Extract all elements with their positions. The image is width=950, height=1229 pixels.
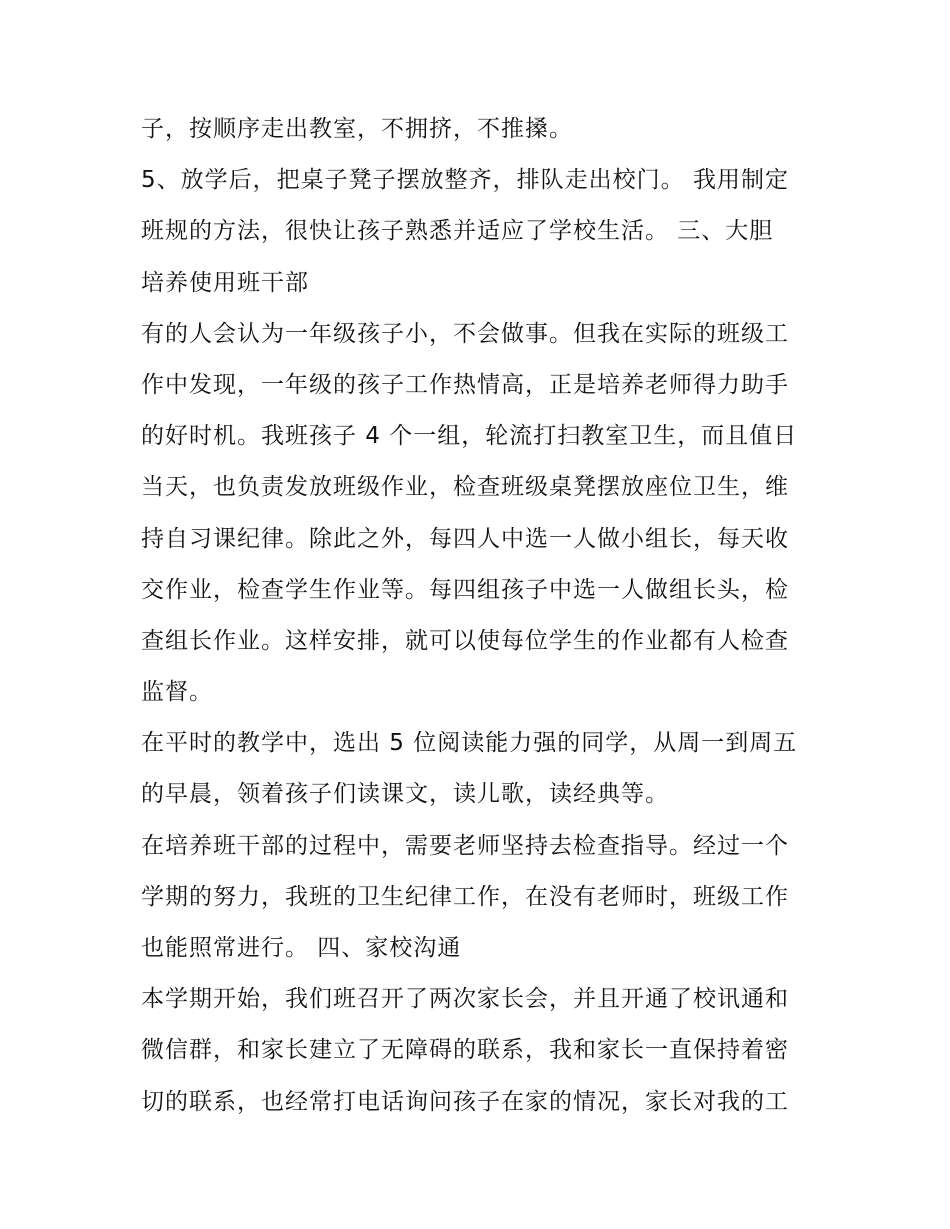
text-line: 持自习课纪律。除此之外，每四人中选一人做小组长，每天收 (141, 525, 789, 552)
text-line: 监督。 (141, 679, 213, 706)
text-line: 切的联系，也经常打电话询问孩子在家的情况，家长对我的工 (141, 1088, 789, 1115)
text-line: 当天，也负责发放班级作业，检查班级桌凳摆放座位卫生，维 (141, 474, 789, 501)
text-line: 在平时的教学中，选出 5 位阅读能力强的同学，从周一到周五 (141, 730, 798, 757)
text-line: 也能照常进行。 四、家校沟通 (141, 935, 462, 961)
text-line: 交作业，检查学生作业等。每四组孩子中选一人做组长头，检 (141, 576, 789, 603)
text-line: 5、放学后，把桌子凳子摆放整齐，排队走出校门。 我用制定 (141, 167, 789, 194)
text-line: 的早晨，领着孩子们读课文，读儿歌，读经典等。 (141, 781, 669, 808)
text-line: 本学期开始，我们班召开了两次家长会，并且开通了校讯通和 (141, 986, 789, 1013)
text-line: 微信群，和家长建立了无障碍的联系，我和家长一直保持着密 (141, 1037, 789, 1064)
text-line: 在培养班干部的过程中，需要老师坚持去检查指导。经过一个 (141, 832, 789, 859)
text-line: 子，按顺序走出教室，不拥挤，不推搡。 (141, 116, 573, 142)
text-line: 培养使用班干部 (141, 269, 309, 296)
text-line: 作中发现，一年级的孩子工作热情高，正是培养老师得力助手 (141, 371, 789, 398)
text-line: 的好时机。我班孩子 4 个一组，轮流打扫教室卫生，而且值日 (141, 423, 798, 450)
text-line: 有的人会认为一年级孩子小，不会做事。但我在实际的班级工 (141, 320, 789, 347)
text-line: 班规的方法，很快让孩子熟悉并适应了学校生活。 三、大胆 (141, 218, 774, 245)
text-line: 学期的努力，我班的卫生纪律工作，在没有老师时，班级工作 (141, 883, 789, 910)
document-body (141, 104, 821, 1128)
text-line: 查组长作业。这样安排，就可以使每位学生的作业都有人检查 (141, 627, 789, 654)
